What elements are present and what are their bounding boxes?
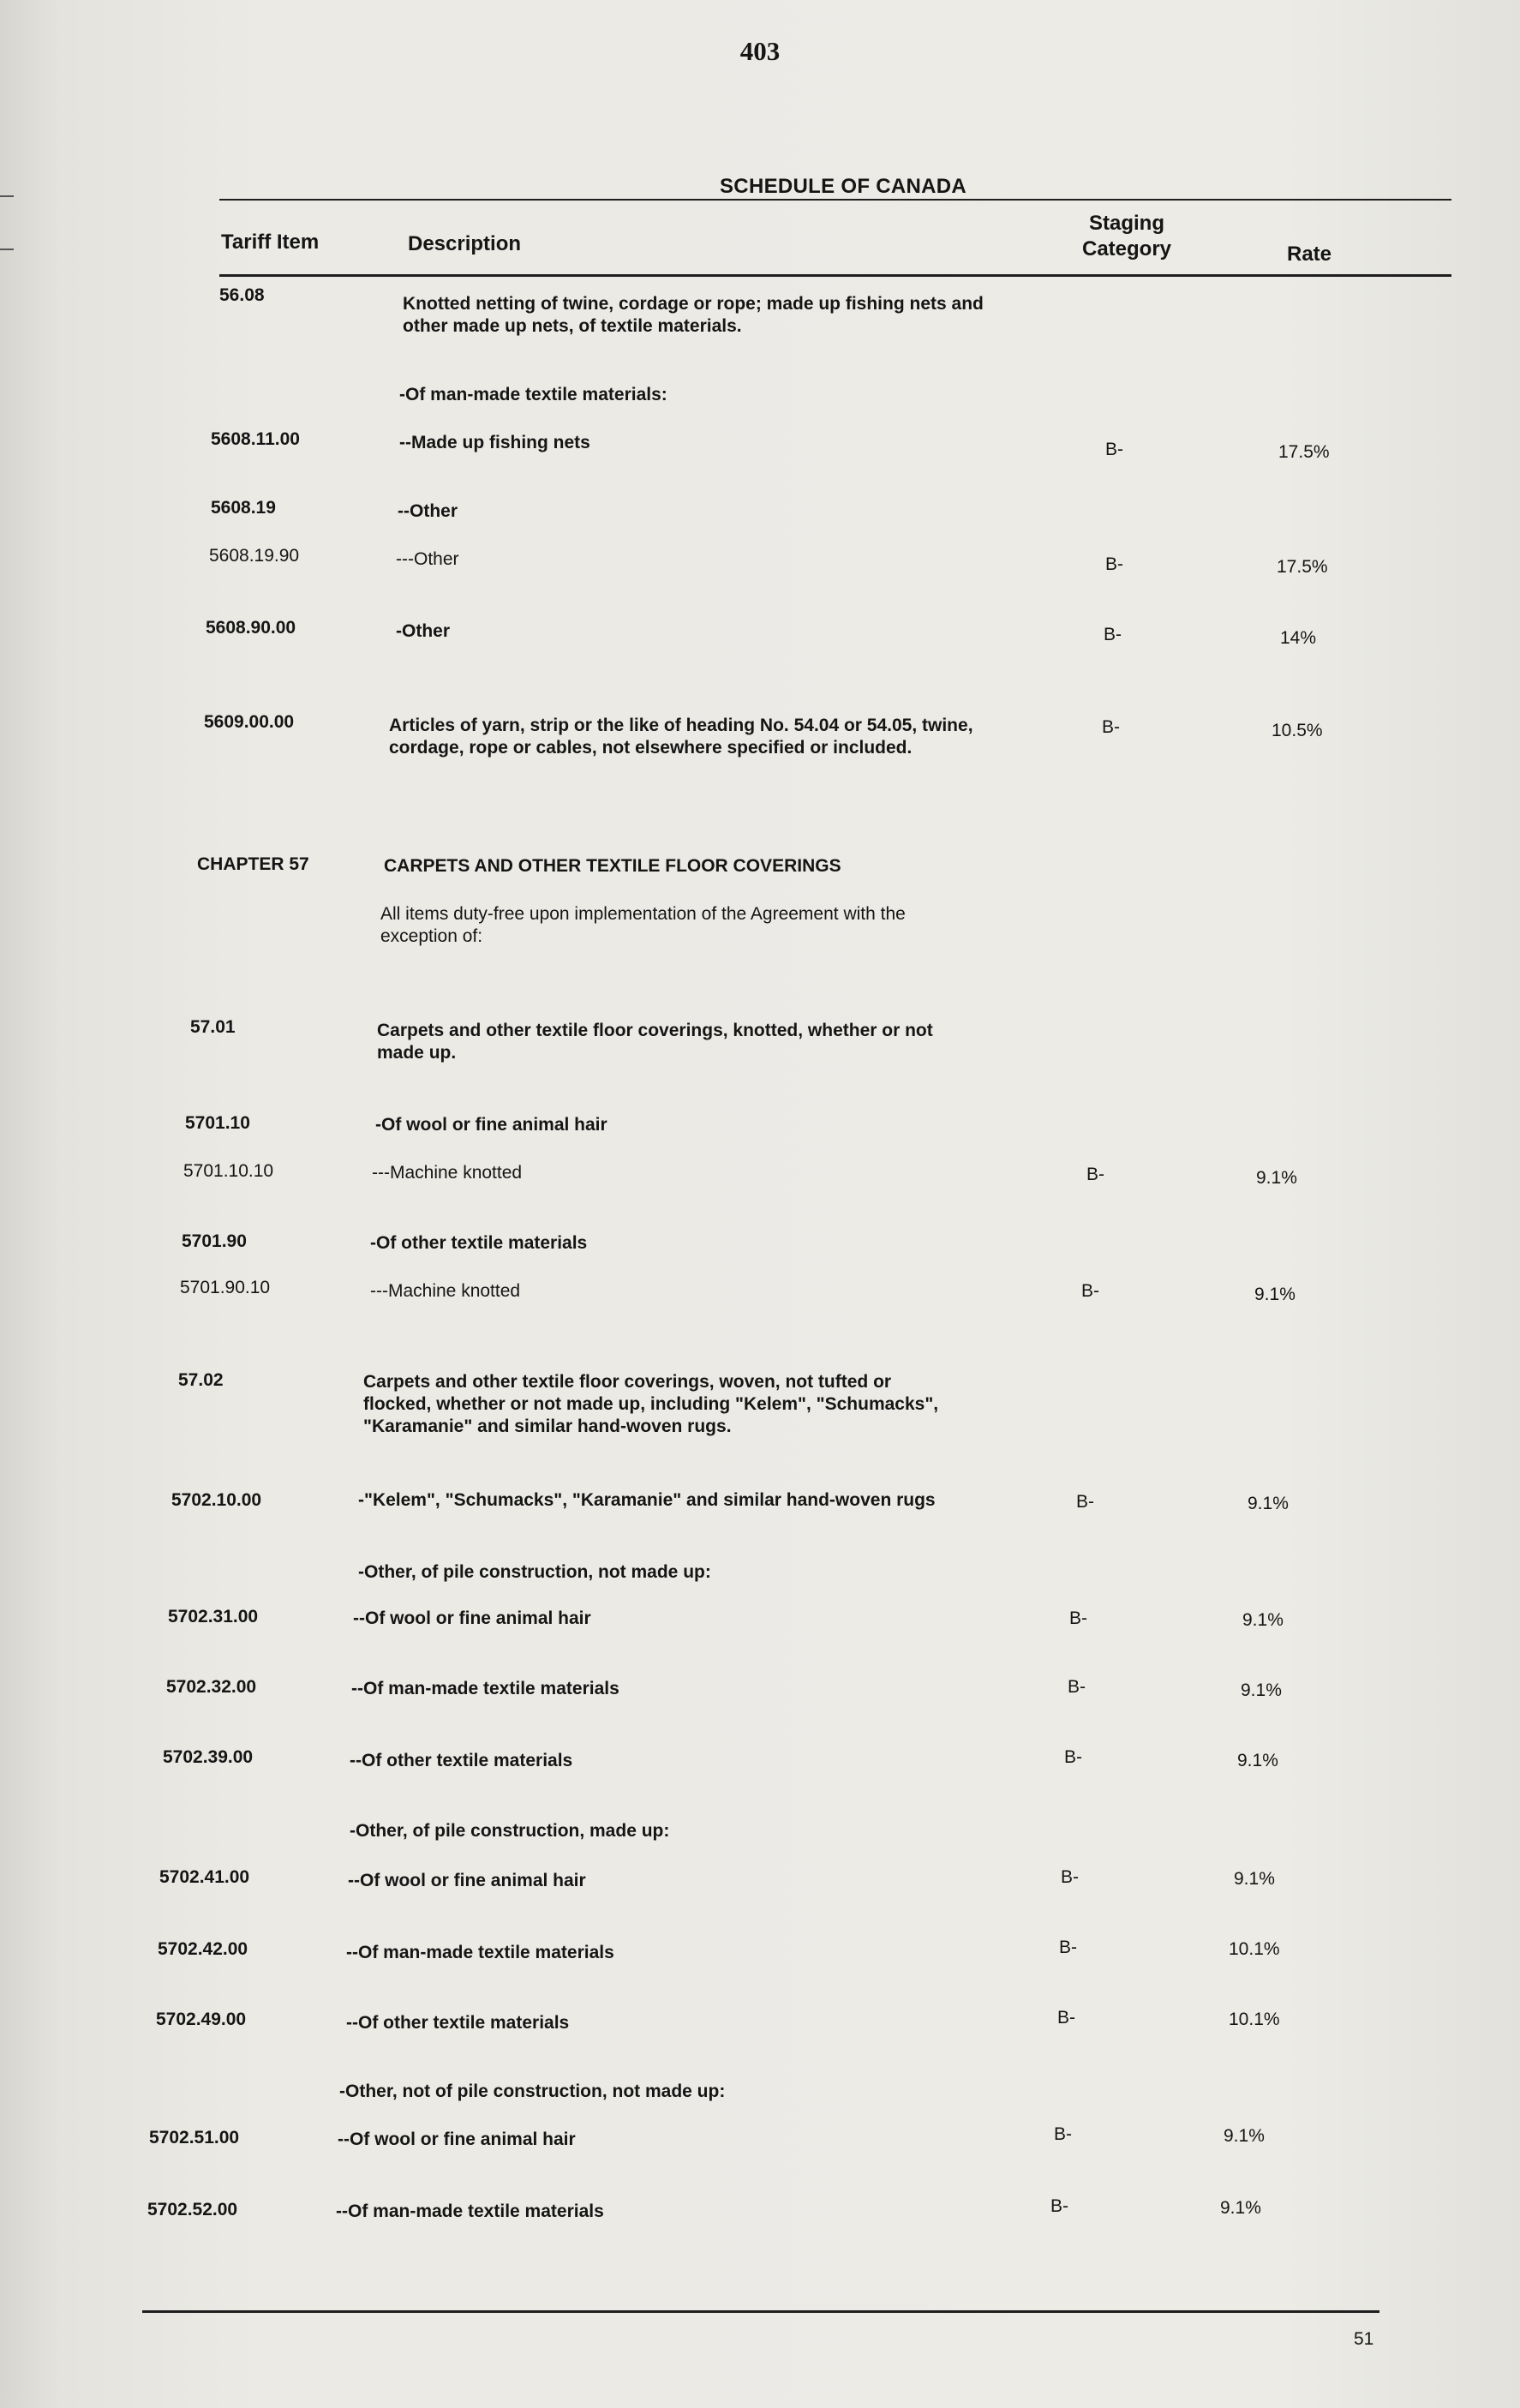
tariff-code: 5702.52.00 xyxy=(147,2200,238,2219)
header-description: Description xyxy=(408,232,522,255)
tariff-description: --Of wool or fine animal hair xyxy=(348,1871,586,1890)
tariff-code: 5609.00.00 xyxy=(204,712,295,732)
tariff-description: --Of wool or fine animal hair xyxy=(338,2129,576,2149)
header-staging-line2: Category xyxy=(1081,237,1172,261)
schedule-title: SCHEDULE OF CANADA xyxy=(720,175,967,198)
header-bottom-rule xyxy=(219,274,1451,277)
tariff-description: -Other xyxy=(396,621,450,641)
staging-category: B- xyxy=(1057,2008,1075,2028)
tariff-code: 5702.10.00 xyxy=(171,1490,262,1510)
rate-value: 9.1% xyxy=(1220,2198,1261,2218)
tariff-description: ---Machine knotted xyxy=(372,1163,523,1183)
tariff-code: 5608.19.90 xyxy=(209,546,300,566)
rate-value: 9.1% xyxy=(1234,1869,1275,1889)
rate-value: 10.5% xyxy=(1272,721,1323,740)
rate-value: 9.1% xyxy=(1224,2126,1265,2146)
rate-value: 14% xyxy=(1280,628,1317,648)
tariff-code: 57.01 xyxy=(190,1017,236,1037)
tariff-code: 5608.19 xyxy=(211,498,276,518)
header-tariff-item: Tariff Item xyxy=(221,231,320,254)
staging-category: B- xyxy=(1064,1747,1082,1767)
chapter-label: CHAPTER 57 xyxy=(197,854,309,874)
tariff-description: -Of other textile materials xyxy=(370,1233,588,1253)
rate-value: 17.5% xyxy=(1278,442,1330,462)
tariff-description: --Of wool or fine animal hair xyxy=(353,1608,591,1628)
tariff-description: -Of wool or fine animal hair xyxy=(375,1115,607,1135)
rate-value: 9.1% xyxy=(1248,1494,1289,1513)
staging-category: B- xyxy=(1061,1867,1079,1887)
tariff-description: -Other, not of pile construction, not made up: xyxy=(339,2082,726,2101)
page-number: 403 xyxy=(739,36,781,66)
staging-category: B- xyxy=(1076,1492,1094,1512)
tariff-description: --Made up fishing nets xyxy=(399,433,590,452)
tariff-code: 5702.42.00 xyxy=(158,1939,248,1959)
tariff-description: --Of other textile materials xyxy=(350,1751,573,1770)
staging-category: B- xyxy=(1059,1938,1077,1957)
chapter-title: CARPETS AND OTHER TEXTILE FLOOR COVERINGS xyxy=(384,856,841,876)
rate-value: 10.1% xyxy=(1229,1939,1280,1959)
tariff-description: ---Machine knotted xyxy=(370,1281,521,1301)
footer-page-number: 51 xyxy=(1354,2329,1374,2349)
tariff-description: Articles of yarn, strip or the like of heading No. 54.04 or 54.05, twine, cordage, rope or cables, not elsewhere specified or included. xyxy=(389,716,973,758)
tariff-description: Knotted netting of twine, cordage or rope; made up fishing nets and other made up nets, of textile materials. xyxy=(403,294,984,336)
tariff-code: 5701.10 xyxy=(185,1113,250,1133)
tariff-description: --Of other textile materials xyxy=(346,2013,570,2033)
rate-value: 9.1% xyxy=(1256,1168,1297,1188)
rate-value: 9.1% xyxy=(1237,1751,1278,1770)
tariff-code: 5702.39.00 xyxy=(163,1747,254,1767)
tariff-description: Carpets and other textile floor coverings, knotted, whether or not made up. xyxy=(377,1021,933,1063)
rate-value: 9.1% xyxy=(1242,1610,1284,1630)
staging-category: B- xyxy=(1081,1281,1099,1301)
chapter-note: All items duty-free upon implementation of the Agreement with the exception of: xyxy=(380,904,906,946)
tariff-code: 56.08 xyxy=(219,285,265,305)
tariff-code: 5702.49.00 xyxy=(156,2010,247,2029)
tariff-code: 5702.31.00 xyxy=(168,1607,259,1626)
rate-value: 9.1% xyxy=(1254,1285,1296,1304)
tariff-description: --Of man-made textile materials xyxy=(346,1943,614,1962)
tariff-description: Carpets and other textile floor coverings, woven, not tufted or flocked, whether or not made up, including "Kelem", "Schumacks", "Karamanie" and similar hand-woven rugs. xyxy=(363,1372,939,1436)
header-staging xyxy=(1062,211,1191,262)
tariff-code: 5702.51.00 xyxy=(149,2128,240,2147)
tariff-code: 5701.90.10 xyxy=(180,1278,271,1297)
margin-mark xyxy=(0,249,14,250)
tariff-description: --Of man-made textile materials xyxy=(336,2201,604,2221)
staging-category: B- xyxy=(1054,2124,1072,2144)
staging-category: B- xyxy=(1105,554,1123,574)
header-top-rule xyxy=(219,199,1451,201)
tariff-description: -Other, of pile construction, made up: xyxy=(350,1821,670,1841)
tariff-code: 5701.10.10 xyxy=(183,1161,274,1181)
tariff-code: 5608.90.00 xyxy=(206,618,296,638)
tariff-code: 5702.32.00 xyxy=(166,1677,257,1697)
staging-category: B- xyxy=(1068,1677,1086,1697)
margin-mark xyxy=(0,195,14,197)
rate-value: 9.1% xyxy=(1241,1680,1282,1700)
tariff-description: -"Kelem", "Schumacks", "Karamanie" and similar hand-woven rugs xyxy=(358,1490,936,1510)
tariff-description: --Of man-made textile materials xyxy=(351,1679,619,1698)
tariff-description: -Other, of pile construction, not made up: xyxy=(358,1562,711,1582)
tariff-description: --Other xyxy=(398,501,458,521)
tariff-code: 5608.11.00 xyxy=(211,429,300,449)
staging-category: B- xyxy=(1102,717,1120,737)
staging-category: B- xyxy=(1104,625,1122,644)
tariff-code: 5702.41.00 xyxy=(159,1867,250,1887)
rate-value: 17.5% xyxy=(1277,557,1328,577)
staging-category: B- xyxy=(1069,1608,1087,1628)
staging-category: B- xyxy=(1050,2196,1068,2216)
tariff-code: 5701.90 xyxy=(182,1231,247,1251)
tariff-code: 57.02 xyxy=(178,1370,224,1390)
rate-value: 10.1% xyxy=(1229,2010,1280,2029)
footer-rule xyxy=(142,2310,1379,2313)
tariff-description: ---Other xyxy=(396,549,459,569)
header-staging-line1: Staging xyxy=(1089,212,1164,235)
tariff-description: -Of man-made textile materials: xyxy=(399,385,667,404)
staging-category: B- xyxy=(1086,1165,1104,1184)
header-rate: Rate xyxy=(1287,243,1332,266)
staging-category: B- xyxy=(1105,440,1123,459)
